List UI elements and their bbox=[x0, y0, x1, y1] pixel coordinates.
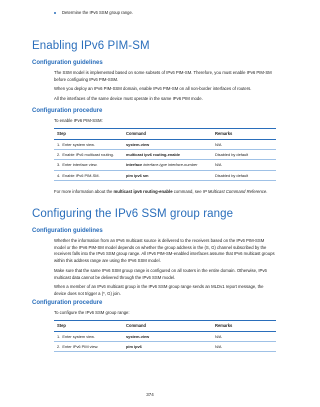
column-header: Step bbox=[54, 321, 123, 332]
table-row: 1. Enter system view. system-view N/A bbox=[54, 331, 276, 341]
step-text: Enter IPv6 PIM view. bbox=[62, 344, 99, 350]
section-title-ssm-group-range: Configuring the IPv6 SSM group range bbox=[32, 208, 234, 220]
guidelines-heading: Configuration guidelines bbox=[32, 60, 103, 66]
column-header: Command bbox=[123, 129, 212, 140]
note-reference: IP Multicast Command Reference bbox=[202, 189, 267, 194]
command-cell: system-view bbox=[123, 331, 212, 341]
step-text: Enter interface view. bbox=[62, 162, 98, 168]
table-header-row bbox=[54, 129, 276, 140]
table-row: 1. Enter system view. system-view N/A bbox=[54, 139, 276, 149]
command-cell: pim ipv6 bbox=[123, 341, 212, 351]
procedure-intro: To enable IPv6 PIM-SSM: bbox=[54, 118, 103, 123]
column-header: Step bbox=[54, 129, 123, 140]
procedure-heading: Configuration procedure bbox=[32, 300, 103, 306]
step-text: Enable IPv6 PIM-SM. bbox=[62, 172, 100, 178]
command-cell: pim ipv6 sm bbox=[123, 170, 212, 180]
remark-cell: N/A bbox=[212, 331, 276, 341]
paragraph: When you deploy an IPv6 PIM-SSM domain, enable IPv6 PIM-SM on all non-border interfaces of routers. bbox=[54, 86, 252, 91]
remark-cell: N/A bbox=[212, 139, 276, 149]
config-table bbox=[54, 128, 276, 181]
remark-cell: N/A bbox=[212, 341, 276, 351]
config-table bbox=[54, 320, 276, 352]
command-cell: multicast ipv6 routing-enable bbox=[123, 149, 212, 159]
guidelines-heading: Configuration guidelines bbox=[32, 228, 103, 234]
step-text: Enter system view. bbox=[62, 141, 95, 147]
note-command: multicast ipv6 routing-enable bbox=[113, 189, 173, 194]
paragraph: All the interfaces of the same device must operate in the same IPv6 PIM mode. bbox=[54, 96, 203, 101]
table-row: 2. Enter IPv6 PIM view. pim ipv6 N/A bbox=[54, 341, 276, 351]
command-cell: system-view bbox=[123, 139, 212, 149]
remark-cell: Disabled by default bbox=[212, 149, 276, 159]
bullet-item bbox=[54, 10, 133, 15]
page-number: 374 bbox=[146, 392, 154, 397]
table-row: 4. Enable IPv6 PIM-SM. pim ipv6 sm Disabled by default bbox=[54, 170, 276, 180]
paragraph: The SSM model is implemented based on some subsets of IPv6 PIM-SM. Therefore, you must enable IPv6 PIM-SM before configuring IPv6 PIM-SSM. bbox=[54, 70, 272, 82]
bullet-icon bbox=[54, 12, 56, 14]
column-header: Command bbox=[123, 321, 212, 332]
paragraph: When a member of an IPv6 multicast group in the IPv6 SSM group range sends an MLDv1 report message, the device does not trigger a (*, G) join. bbox=[54, 284, 264, 296]
step-text: Enter system view. bbox=[62, 333, 95, 339]
column-header: Remarks bbox=[212, 129, 276, 140]
remark-cell: N/A bbox=[212, 160, 276, 170]
remark-cell: Disabled by default bbox=[212, 170, 276, 180]
table-row: 2. Enable IPv6 multicast routing. multicast ipv6 routing-enable Disabled by default bbox=[54, 149, 276, 159]
paragraph: Whether the information from an IPv6 multicast source is delivered to the receivers based on the IPv6 PIM-SSM model or the IPv6 PIM-SM model depends on whether the group address in the (S, G) channel subscribed by the receivers falls into the IPv6 SSM group range. All IPv6 PIM-SM-enabled interfaces assume that IPv6 multicast groups within this address range are using the IPv6 SSM model. bbox=[54, 238, 275, 264]
table-header-row bbox=[54, 321, 276, 332]
procedure-intro: To configure the IPv6 SSM group range: bbox=[54, 310, 130, 315]
command-argument: interface-type interface-number bbox=[143, 162, 198, 168]
step-text: Enable IPv6 multicast routing. bbox=[62, 152, 114, 158]
reference-note: For more information about the multicast ipv6 routing-enable command, see IP Multicast Command Reference. bbox=[54, 189, 268, 194]
procedure-heading: Configuration procedure bbox=[32, 108, 103, 114]
paragraph: Make sure that the same IPv6 SSM group range is configured on all routers in the entire domain. Otherwise, IPv6 multicast data cannot be delivered through the IPv6 SSM model. bbox=[54, 268, 267, 280]
bullet-text: Determine the IPv6 SSM group range. bbox=[62, 10, 133, 15]
section-title-enable-pim-sm: Enabling IPv6 PIM-SM bbox=[32, 40, 150, 52]
table-row: 3. Enter interface view. interface interface-type interface-number N/A bbox=[54, 160, 276, 170]
column-header: Remarks bbox=[212, 321, 276, 332]
command-cell: interface interface-type interface-number bbox=[123, 160, 212, 170]
